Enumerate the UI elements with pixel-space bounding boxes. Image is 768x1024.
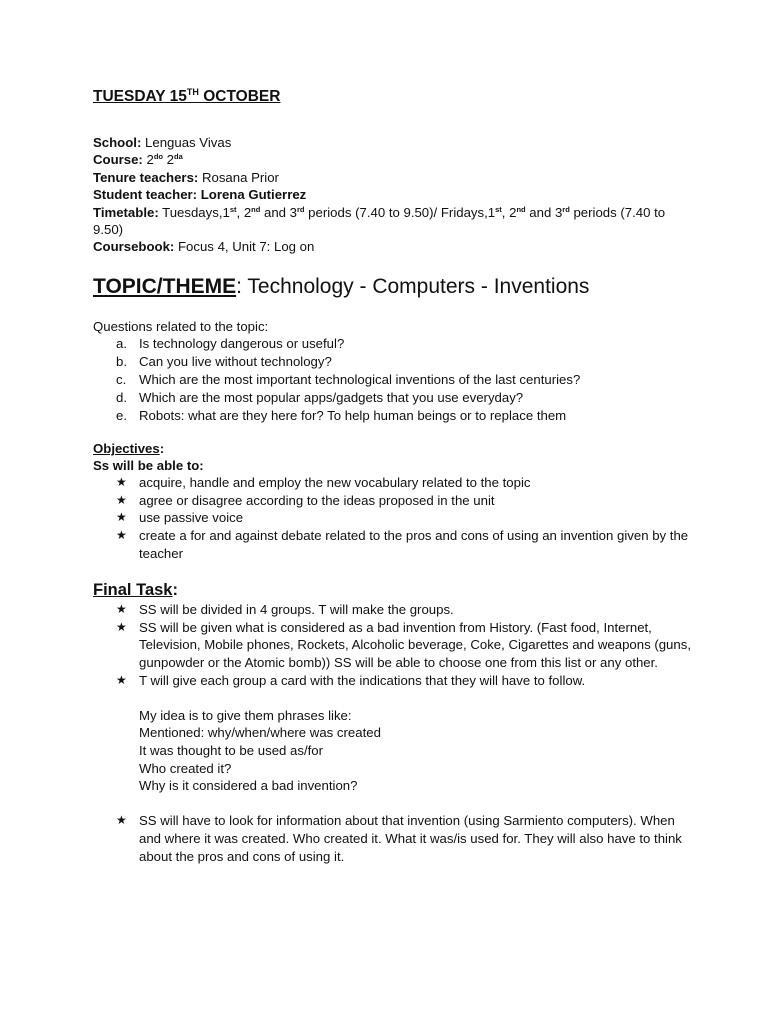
timetable-sup-2: nd	[251, 204, 261, 214]
coursebook-label: Coursebook:	[93, 239, 175, 255]
star-icon: ★	[116, 510, 127, 525]
course-sup-b: da	[174, 152, 183, 162]
topic-label: TOPIC/THEME	[93, 274, 237, 298]
list-item	[93, 509, 693, 527]
coursebook-line	[93, 238, 693, 255]
star-icon: ★	[116, 813, 127, 828]
topic-heading	[93, 273, 693, 301]
task-text: T will give each group a card with the indications that they will have to follow.	[139, 672, 586, 688]
timetable-sup-3: rd	[297, 204, 305, 214]
list-item	[93, 474, 693, 492]
timetable-part-c: and 3	[260, 204, 298, 220]
list-item	[93, 389, 693, 407]
list-item	[93, 527, 693, 562]
list-marker: a.	[116, 336, 127, 352]
date-month: OCTOBER	[198, 88, 281, 105]
date-suffix: TH	[186, 87, 199, 97]
task-text: SS will have to look for information about that invention (using Sarmiento computers). When and where it was created. Who created it. What it was/is used for. They will also have to think about the pros and cons of using it.	[139, 813, 682, 864]
timetable-part-f: and 3	[525, 204, 563, 220]
course-line	[93, 151, 693, 168]
course-sup-a: do	[153, 152, 163, 162]
timetable-part-a: Tuesdays,1	[158, 204, 230, 220]
class-info	[93, 134, 693, 256]
school-line	[93, 134, 693, 151]
student-value: Lorena Gutierrez	[197, 187, 307, 203]
star-icon: ★	[116, 475, 127, 490]
list-marker: d.	[116, 390, 127, 406]
final-task-colon: :	[172, 581, 178, 600]
tenure-label: Tenure teachers:	[93, 169, 199, 185]
objectives-list	[93, 474, 693, 562]
list-marker: c.	[116, 372, 127, 388]
questions-list	[93, 335, 693, 425]
date-heading	[93, 86, 693, 108]
objectives-heading	[93, 440, 693, 457]
timetable-part-g: periods (7.40 to 9.50)	[93, 204, 666, 238]
timetable-line	[93, 204, 693, 239]
list-item	[93, 812, 693, 865]
question-text: Robots: what are they here for? To help human beings or to replace them	[139, 408, 567, 424]
school-label: School:	[93, 135, 142, 150]
tenure-line	[93, 169, 693, 186]
timetable-sup-6: rd	[562, 204, 570, 214]
final-task-list	[93, 601, 693, 689]
timetable-part-b: , 2	[236, 204, 252, 220]
list-marker: b.	[116, 354, 127, 370]
timetable-sup-5: nd	[516, 204, 526, 214]
timetable-label: Timetable:	[93, 204, 159, 220]
objective-text: agree or disagree according to the ideas proposed in the unit	[139, 492, 495, 508]
objectives-subtitle: Ss will be able to:	[93, 458, 204, 474]
list-marker: e.	[116, 408, 127, 424]
question-text: Can you live without technology?	[139, 354, 332, 370]
star-icon: ★	[116, 528, 127, 543]
list-item	[93, 335, 693, 353]
timetable-part-d: periods (7.40 to 9.50)/ Fridays,1	[304, 204, 496, 220]
phrase-line: Who created it?	[139, 760, 232, 776]
objectives-title: Objectives	[93, 441, 160, 457]
course-label: Course:	[93, 152, 143, 168]
question-text: Is technology dangerous or useful?	[139, 336, 345, 352]
timetable-sup-4: st	[495, 204, 502, 214]
topic-colon: :	[236, 274, 242, 298]
star-icon: ★	[116, 602, 127, 617]
school-value: Lenguas Vivas	[141, 135, 232, 150]
phrases-intro: My idea is to give them phrases like:	[139, 707, 352, 723]
list-item	[93, 492, 693, 510]
list-item	[93, 407, 693, 425]
list-item	[93, 353, 693, 371]
question-text: Which are the most popular apps/gadgets that you use everyday?	[139, 390, 524, 406]
document-page	[93, 86, 693, 865]
timetable-sup-1: st	[229, 204, 237, 214]
final-task-list-continued	[93, 812, 693, 865]
course-value-b: 2	[163, 152, 174, 168]
question-text: Which are the most important technological inventions of the last centuries?	[139, 372, 581, 388]
list-item	[93, 371, 693, 389]
objective-text: acquire, handle and employ the new vocabulary related to the topic	[139, 475, 531, 491]
list-item	[93, 672, 693, 690]
star-icon: ★	[116, 492, 127, 507]
final-task-heading	[93, 579, 693, 601]
objective-text: create a for and against debate related to the pros and cons of using an invention given by the teacher	[139, 528, 689, 561]
list-item	[93, 601, 693, 619]
final-task-title: Final Task	[93, 581, 173, 600]
star-icon: ★	[116, 619, 127, 634]
list-item	[93, 619, 693, 672]
timetable-part-e: , 2	[501, 204, 517, 220]
topic-value: Technology - Computers - Inventions	[241, 274, 590, 298]
student-label: Student teacher:	[93, 187, 198, 203]
phrase-line: It was thought to be used as/for	[139, 742, 324, 758]
task-text: SS will be given what is considered as a bad invention from History. (Fast food, Internet, Television, Mobile phones, Rockets, Alcoholic beverage, Coke, Cigarettes and weapons (guns, gunpowder or the Atomic bomb)) SS will be able to choose one from this list or any other.	[139, 619, 691, 670]
questions-intro: Questions related to the topic:	[93, 318, 269, 334]
phrase-line: Why is it considered a bad invention?	[139, 778, 358, 794]
objectives-colon: :	[159, 441, 165, 457]
objective-text: use passive voice	[139, 510, 244, 526]
coursebook-value: Focus 4, Unit 7: Log on	[174, 239, 315, 255]
student-line	[93, 186, 693, 203]
phrases-block	[93, 707, 693, 795]
phrase-line: Mentioned: why/when/where was created	[139, 725, 381, 741]
date-day: TUESDAY 15	[93, 88, 187, 105]
tenure-value: Rosana Prior	[198, 169, 279, 185]
star-icon: ★	[116, 672, 127, 687]
course-value-a: 2	[142, 152, 154, 168]
task-text: SS will be divided in 4 groups. T will make the groups.	[139, 602, 454, 618]
